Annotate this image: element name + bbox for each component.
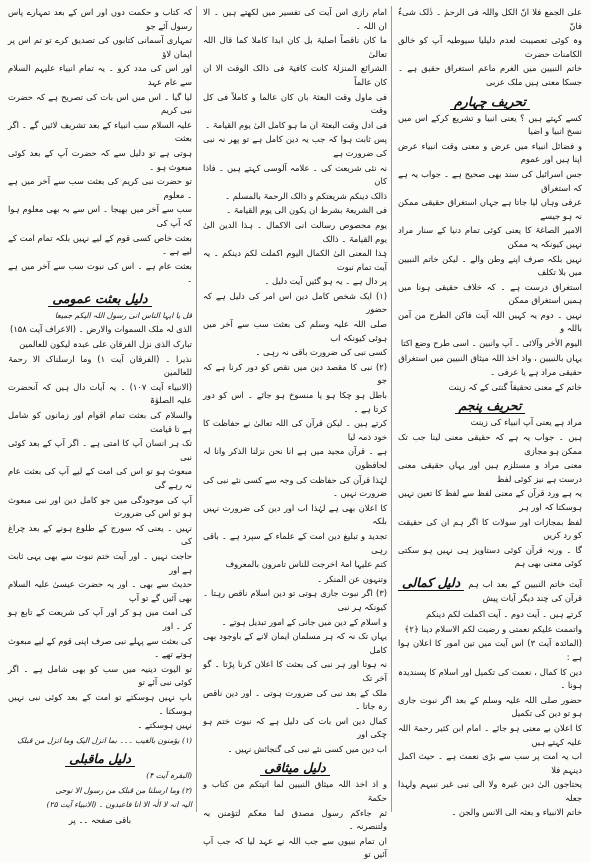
section-heading — [398, 397, 582, 414]
paragraph: ثم جاءکم رسول مصدق لما معکم لتؤمنن بہ ولتنصرنہ ۔ — [203, 807, 387, 832]
section-heading — [398, 574, 464, 591]
section-heading-text: دلیل میثاقی — [260, 760, 329, 776]
paragraph: کی امت میں ہو کر اور آپ کی شریعت کے تابع ہو کر ۔ اور — [8, 607, 192, 631]
paragraph: کا اعلان بھی ہے لہٰذا اب اور دین کی ضرورت نہیں بلکہ — [203, 502, 387, 527]
paragraph: (المائدہ آیت ۳) اس آیت میں تین امور کا اعلان ہوا ہے : — [398, 638, 582, 662]
paragraph: کتم علیہا امۃ اخرجت للناس تامرون بالمعروف — [225, 559, 387, 570]
paragraph: و فضائل انبیاء میں عرض و معنی وقت انبیاء عرض اپنا ہیں اور عموم — [398, 140, 582, 165]
paragraph: حضور صلی اللہ علیہ وسلم کے بعد اگر نبوت جاری ہو تو دین کی تکمیل — [398, 694, 582, 719]
paragraph: کسے کہتے ہیں ؟ یعنی انبیا و تشریع کرکے اس میں نسخ انبیا و اضیا — [398, 112, 582, 137]
section-heading-text: تحریف پنجم — [455, 398, 526, 414]
paragraph: یہ ہے ورد قرآن کے معنی لفظ سے لفظ کا تعین نہیں ہوسکتا کہ اور ہر — [398, 488, 582, 512]
quoted-verse: (۱) یؤمنون بالغیب ۔۔۔ بما انزل الیک وما انزل من قبلک — [17, 735, 192, 745]
paragraph: کی بعثت سے پہلے نبی صرف اپنی قوم کے لیے مبعوث ہوتے تھے ۔ — [8, 635, 192, 660]
paragraph: استغراق درست ہے ۔ کہ خلاف حقیقی ہونا میں ہمیں استغراق ممکن — [398, 281, 582, 306]
paragraph: اب یہ امت پر سب سے بڑی نعمت ہے ۔ حیث اکمل دینہم فلا — [398, 751, 582, 775]
paragraph: و اذ اخذ اللہ میثاق النبیین لما اتیتکم من کتاب و حکمۃ — [203, 779, 387, 804]
paragraph: ما کان ناقصاً اصلیۃ بل کان ابدا کاملا کما قال اللہ تعالیٰ — [203, 35, 387, 59]
section-heading-text: تحریف چہارم — [450, 94, 530, 110]
paragraph: ہے ۔ قرآن مجید میں ہے انا نحن نزلنا الذکر وانا لہ لحافظون — [203, 446, 387, 470]
paragraph: کہ کتاب و حکمت دوں اور اس کے بعد تمہارے پاس رسول آئے جو — [8, 7, 192, 31]
paragraph: و اسلام کے دین میں جانی کے امور تبدیل ہوتے ۔ — [221, 616, 387, 627]
paragraph: دین کا کمال ، نعمت کی تکمیل اور اسلام کا پسندیدہ ہونا ۔ — [398, 666, 582, 691]
paragraph: صلی اللہ علیہ وسلم کی بعثت سب سے آخر میں ہوئی کیونکہ اب — [203, 319, 387, 343]
column-middle — [203, 6, 392, 860]
paragraph: فی الشریعۃ بشرط ان یکون الی یوم القیامۃ ۔ — [226, 205, 387, 216]
paragraph: ہٰذا المعنی الیٰ الکمال الیوم اکملت لکم دینکم ۔ یہ آیت تمام نبوت — [203, 248, 387, 272]
paragraph: معنی مراد و مستلزم ہیں اور یہاں حقیقی معنی درست ہے نیز کوئی لفظ — [398, 460, 582, 484]
paragraph: آپ کی موجودگی میں جو کامل دین اور نبی مبعوث ہو تو اس کی ضرورت — [8, 494, 192, 519]
paragraph: کرتے ہیں ۔ لیکن قرآن کی اللہ تعالیٰ نے حفاظت کا خود ذمہ لیا — [203, 418, 387, 442]
paragraph: الیوم الاٰخر وآلائی ۔ آپ وانبین ۔ اسی طرح وضع اکتا — [400, 338, 582, 349]
paragraph: خاتم الانبیاء و بعثہ الی الانس والجن ۔ — [451, 807, 582, 818]
paragraph: عرفی وہاں لیا جاتا ہے جہاں استغراق حقیقی ممکن نہ ہو جیسے — [398, 197, 582, 221]
paragraph: لہٰذا قرآن کی حفاظت کی وجہ سے کسی نئے نبی کی ضرورت نہیں ۔ — [203, 474, 387, 499]
paragraph: (۲) نبی کا مقصد دین میں نقص کو دور کرنا ہے کہ جو — [203, 361, 387, 386]
paragraph: مبعوث ہو تو اس کی امت کے لیے آپ کی بعثت عام نہ رہے گی — [8, 466, 192, 490]
paragraph: ان تمام نبیوں سے جب اللہ نے عہد لیا کہ جب آپ آئیں تو — [203, 835, 387, 860]
paragraph: باپ نہیں ہوسکتے تو امت کے بعد کوئی نبی نہیں ہوسکتا ۔ — [8, 691, 192, 716]
section-heading — [203, 759, 387, 776]
paragraph: نہ نئی شریعت کی ۔ علامہ آلوسی کہتے ہیں ۔ فاذا کان — [203, 162, 387, 187]
section-heading-text: دلیل بعثت عمومی — [48, 291, 151, 307]
paragraph: خاتم کے معنی تحقیقاً گنتی کے کہ زینت — [448, 381, 582, 392]
paragraph: ہوتی ہے تو دلیل سے کہ حضرت آپ کے بعد کوئی مبعوث ہو ۔ — [8, 147, 192, 172]
paragraph: حقیقی مراد ہے یا عرفی ۔ — [490, 367, 582, 378]
paragraph: یوم محصوص رسالت انی الاکمال ۔ ہذا الدین الیٰ یوم القیامۃ ۔ ذالک — [203, 219, 387, 244]
section-heading — [398, 93, 582, 110]
paragraph: پر دال ہے ۔ یہ ہو گئیں آیت دلیل ۔ — [264, 276, 387, 287]
section-heading-row — [398, 574, 582, 606]
paragraph: یہاں تک نہ کہ ہر مسلمان ایمان لانے کے باوجود بھی کامل — [203, 631, 387, 655]
paragraph: وہ کوئی تعصیبت لعدم دلیلیا سیوطیہ آپ کو خالق الکامنات حضرت — [398, 35, 582, 59]
paragraph: کمال دین اس بات کی دلیل ہے کہ نبوت ختم ہو چکی اور — [203, 715, 387, 740]
paragraph: آیت خاتم النبیین کے بعد اب ہم قرآن کی چند دیگر آیات پیش — [468, 578, 582, 603]
section-heading-text: دلیل ماقبلی — [65, 751, 135, 767]
paragraph: نہیں ۔ یعنی کہ سورج کے طلوع ہونے کے بعد چراغ کی — [8, 522, 192, 547]
continued-note: باقی صفحہ ۔۔ پر — [68, 815, 132, 826]
paragraph: نذیرا ۔ (الفرقان آیت ۱) وما ارسلناک الا رحمۃ للعالمین — [8, 353, 192, 378]
paragraph: جس اسرائیل کی سند بھی صحیح ہے ۔ جواب یہ ہے کہ استغراق — [398, 168, 582, 193]
section-heading-text: دلیل کمالی — [398, 575, 464, 591]
paragraph: ہیں ۔ جواب یہ ہے کہ حقیقی معنی لینا جب تک ممکن ہو مجازی — [398, 432, 582, 456]
paragraph: اب دین میں کسی نئے نبی کی گنجائش نہیں ۔ — [227, 743, 387, 754]
paragraph: علی الجمع فلا انّ الکل واللہ فی الرحمٰ ۔ ذٰلک شیءٌ فانّ — [398, 7, 582, 31]
paragraph: یہاں بالنبیین ، واذ اخذ اللہ میثاق النبیین میں استغراق — [398, 352, 582, 363]
paragraph: اور اس کی مدد کرو ۔ یہ تمام انبیاء علیہم السلام سے عام عہد — [8, 63, 192, 87]
quoted-verse: (البقرہ آیت ۴) — [146, 771, 192, 781]
paragraph: لفظ بمجازات اور سولات کا اگر ہم ان کی حقیقت کو رد کریں — [398, 516, 582, 541]
paragraph: (الانبیاء آیت ۱۰۷) ۔ یہ آیات دال ہیں کہ آنحضرت علیہ الصلوٰۃ — [8, 381, 193, 406]
paragraph: تک ہر انسان آپ کا امتی ہے ۔ اگر آپ کے بعد کوئی نبی — [8, 438, 192, 462]
paragraph: واتممت علیکم نعمتی و رضیت لکم الاسلام دینا ﴿۲﴾ — [404, 623, 582, 634]
paragraph: سب سے آخر میں بھیجا ۔ اس سے یہ بھی معلوم ہوا کہ آپ کی — [8, 204, 192, 228]
paragraph: لیا گیا ۔ اس میں اس بات کی تصریح ہے کہ حضرت نبی کریم — [8, 91, 192, 116]
paragraph: بعثت عام ہے ۔ اس کی نبوت سب سے آخر میں ہے ۔ — [8, 260, 192, 285]
quoted-verse: الیہ انہ لا الٰہ الا انا فاعبدون ۔ (الانبیاء آیت ۲۵) — [46, 800, 192, 810]
paragraph: نہیں بلکہ صرف اپنے وطن والے ۔ لیکن خاتم النبیین میں بلا تکلف — [398, 253, 582, 278]
paragraph: مراد ہے یعنی آپ انبیاء کی زینت — [470, 417, 582, 428]
section-heading — [8, 750, 192, 767]
paragraph: گا ۔ ورنہ قرآن کوئی دستاویز ہی نہیں ہو سکتی کوئی معنی بھی ہم — [398, 544, 582, 569]
paragraph: خاتم النبیین میں الغرم ماعم استغراق حقیق ہے ۔ جسکا معنی ہیں ملک عربی — [398, 63, 582, 87]
paragraph: یحتاجون الیٰ دین غیرہ ولا الی نبی غیر نبیہم ولہذا جعلہ — [398, 779, 582, 803]
paragraph: الامیر الصاغۃ کا یعنی کوئی تمام دنیا کے سنار مراد نہیں کیونکہ یہ ممکن — [398, 225, 582, 249]
paragraph: بعثت خاص کسی قوم کے لیے نہیں بلکہ تمام امت کے لیے ہے ۔ — [8, 232, 192, 257]
paragraph: نہ ہوتا اور ہر نبی کی بعثت کا اعلان کرنا پڑتا ۔ گو آخر تک — [203, 659, 387, 683]
paragraph: کرتے ہیں ۔ آیت دوم ۔ آیت اکملت لکم دینکم — [426, 609, 582, 620]
paragraph: تمہاری آسمانی کتابوں کی تصدیق کرے تو تم اس پر ایمان لاؤ — [8, 35, 192, 59]
paragraph: نہیں ۔ دوم یہ کہیں اللہ آیت فاکن الطرح من آمن باللہ و — [398, 309, 582, 334]
paragraph: باطل ہو چکا ہو یا منسوخ ہو جائے ۔ اس کو دور کرتا ہے ۔ — [203, 390, 387, 414]
paragraph: امام رازی اس آیت کی تفسیر میں لکھتے ہیں ۔ الا ان اللہ ۔ — [203, 7, 387, 31]
paragraph: تجدید و تبلیغ دین امت کے علماء کے سپرد ہے ۔ باقی رہی — [203, 530, 387, 555]
paragraph: ملک کے بعد نبی کی ضرورت ہوتی ۔ اور دین ناقص رہ جاتا ۔ — [203, 687, 387, 712]
paragraph: تبارک الذی نزل الفرقان علی عبدہ لیکون للعالمین — [19, 339, 192, 350]
paragraph: علیہ السلام سب انبیاء کے بعد تشریف لائیں گے ۔ اگر بعثت — [8, 119, 192, 144]
paragraph: والسلام کی بعثت تمام اقوام اور زمانوں کو شامل ہے تا قیامت — [8, 410, 192, 434]
paragraph: تو حضرت نبی کریم کی بعثت سب سے آخر میں ہے ۔ معلوم — [8, 176, 192, 200]
paragraph: الشرائع المنزلۃ کانت کافیۃ فی ذالک الوقت الا ان کان عالماً — [203, 63, 387, 87]
paragraph: فی ادل وقت البعثۃ ان ما ہو کامل الیٰ یوم القیامۃ ۔ — [205, 119, 387, 130]
paragraph: حدیث سے بھی ۔ اور یہ حضرت عیسیٰ علیہ السلام بھی آئیں گے تو آپ — [8, 579, 192, 603]
paragraph: الذی لہ ملک السموات والارض ۔ (الاعراف آیت ۱۵۸) — [10, 324, 192, 335]
section-heading — [8, 290, 192, 307]
paragraph: وتنہون عن المنکر ۔ — [316, 573, 387, 584]
paragraph: پس ثابت ہوا کہ جب یہ دین کامل ہے تو پھر نہ نبی کی ضرورت ہے — [203, 134, 387, 158]
column-left — [8, 6, 197, 826]
paragraph: (۳) اگر نبوت جاری ہوتی تو دین اسلام ناقص رہتا ۔ کیونکہ ہر نبی — [203, 588, 387, 612]
paragraph: حاجت نہیں ۔ اور آیت ختم نبوت سے بھی یہی ثابت ہے اور — [8, 550, 192, 575]
paragraph: (۱) ایک شخص کامل دین اس امر کی دلیل ہے کہ حضور — [203, 290, 387, 315]
quoted-verse: قل یا ایہا الناس انی رسول اللہ الیکم جمیعا — [54, 310, 192, 320]
column-right — [398, 6, 582, 818]
paragraph: کا اعلان بے معنی ہو جائے ۔ امام ابن کثیر رحمۃ اللہ علیہ کہتے ہیں — [398, 722, 582, 747]
paragraph: کسی نبی کی ضرورت باقی نہ رہی ۔ — [255, 347, 387, 358]
paragraph: ذالک دینکم شریعتکم و ذالک الرحمۃ بالمسلم ۔ — [225, 190, 387, 201]
paragraph: تو الیوت دینیہ میں سب کو بھی شامل ہے ۔ اگر کوئی نبی آئے تو — [8, 663, 192, 688]
text-columns — [8, 6, 582, 860]
paragraph: فی ماول وقت البعثۃ بان کان عالما و کاملاً فی کل وقت — [203, 91, 387, 116]
paragraph: نہیں ہوسکتے ۔ — [137, 720, 192, 731]
quoted-verse: (۲) وما ارسلنا من قبلک من رسول الا نوحی — [55, 785, 192, 795]
